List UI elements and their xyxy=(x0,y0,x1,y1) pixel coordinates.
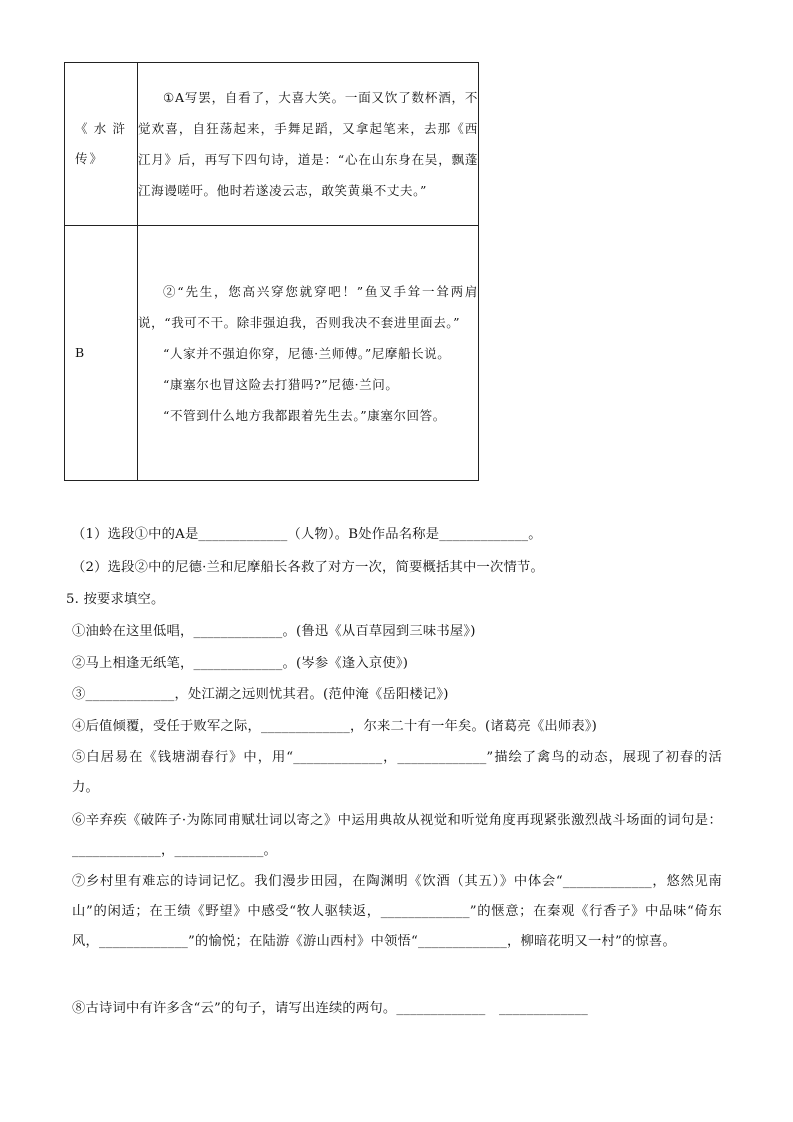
question-2: （2）选段②中的尼德·兰和尼摩船长各救了对方一次，简要概括其中一次情节。 xyxy=(72,560,544,575)
excerpt-paragraph: ①A写罢，自看了，大喜大笑。一面又饮了数杯酒，不觉欢喜，自狂荡起来，手舞足蹈，又拿起笔来，去那《西江月》后，再写下四句诗，道是：“心在山东身在吴，飘蓬江海谩嗟吁。他时若遂凌云志，敢笑黄巢不丈夫。” xyxy=(138,90,478,198)
source-label: 《水浒传》 xyxy=(75,121,127,166)
fill-item-4: ④后值倾覆，受任于败军之际，_____________，尔来二十有一年矣。(诸葛亮《出师表》) xyxy=(72,719,598,734)
excerpt-paragraph: “人家并不强迫你穿，尼德·兰师傅。”尼摩船长说。 xyxy=(163,345,451,361)
fill-item-5: ⑤白居易在《钱塘湖春行》中，用“_____________，_____________”描绘了禽鸟的动态，展现了初春的活力。 xyxy=(72,750,722,795)
table-row xyxy=(65,226,479,481)
excerpt-table xyxy=(64,62,479,481)
excerpt-cell-2 xyxy=(138,226,479,481)
excerpt-paragraph: ②“先生，您高兴穿您就穿吧！”鱼叉手耸一耸两肩说，“我可不干。除非强迫我，否则我决不套进里面去。” xyxy=(138,283,478,330)
excerpt-cell-1 xyxy=(138,63,479,226)
section-heading: 5. 按要求填空。 xyxy=(66,592,165,607)
source-label: B xyxy=(75,345,85,360)
source-cell-b xyxy=(65,226,138,481)
question-1: （1）选段①中的A是_____________（人物）。B处作品名称是_____________。 xyxy=(72,527,542,542)
fill-item-6: ⑥辛弃疾《破阵子·为陈同甫赋壮词以寄之》中运用典故从视觉和听觉角度再现紧张激烈战斗场面的词句是：_____________，_____________。 xyxy=(72,813,722,858)
fill-item-3: ③_____________，处江湖之远则忧其君。(范仲淹《岳阳楼记》) xyxy=(72,687,449,702)
source-cell-shuihuzhuan xyxy=(65,63,138,226)
excerpt-paragraph: “康塞尔也冒这险去打猎吗?”尼德·兰问。 xyxy=(163,376,399,392)
fill-item-1: ①油蛉在这里低唱，_____________。(鲁迅《从百草园到三味书屋》) xyxy=(72,624,476,639)
excerpt-paragraph: “不管到什么地方我都跟着先生去。”康塞尔回答。 xyxy=(163,407,446,423)
fill-item-7: ⑦乡村里有难忘的诗词记忆。我们漫步田园，在陶渊明《饮酒（其五）》中体会“_____________，悠然见南山”的闲适；在王绩《野望》中感受“牧人驱犊返，_____________”的惬意；在秦观《行香子》中品味“倚东风，_____________”的愉悦；在陆游《游山西村》中领悟“_____________，柳暗花明又一村”的惊喜。 xyxy=(72,874,722,949)
fill-item-2: ②马上相逢无纸笔，_____________。(岑参《逢入京使》) xyxy=(72,656,409,671)
table-row xyxy=(65,63,479,226)
fill-item-8: ⑧古诗词中有许多含“云”的句子，请写出连续的两句。_____________ _____________ xyxy=(72,1001,588,1016)
